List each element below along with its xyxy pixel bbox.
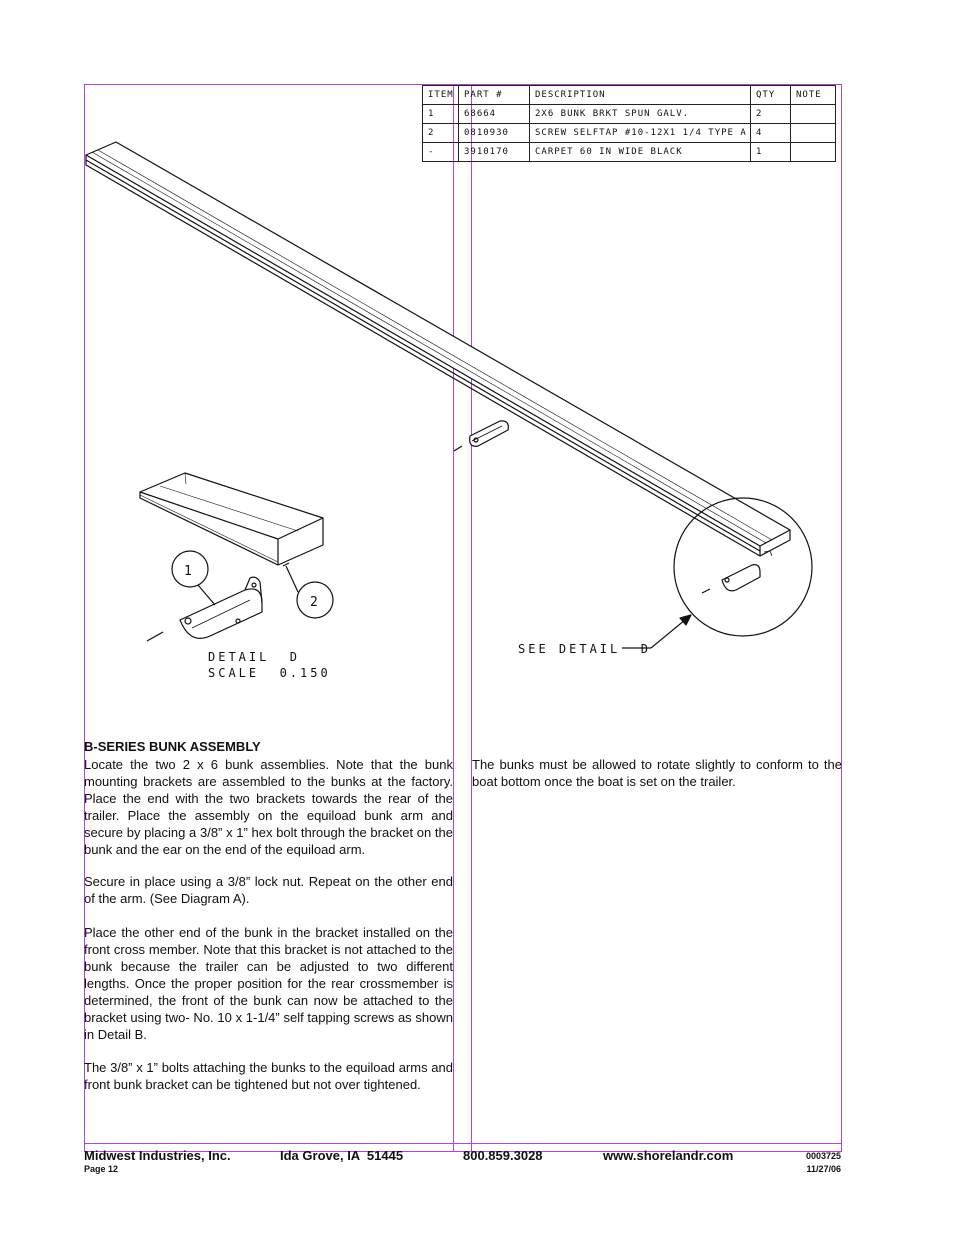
cell-part: 3910170 bbox=[459, 143, 530, 162]
scale-label: SCALE 0.150 bbox=[208, 666, 331, 680]
paragraph-right-column: The bunks must be allowed to rotate slightly to conform to the boat bottom once the boat is set on the trailer. bbox=[472, 757, 842, 789]
paragraph-3: Place the other end of the bunk in the bracket installed on the front cross member. Note that this bracket is not attached to the bunk because the trailer can be adjusted to two different lengths. Once the proper position for the rear crossmember is determined, the front of the bunk can now be attached to the bracket using two- No. 10 x 1-1/4” self tapping screws as shown in Detail B. bbox=[84, 925, 453, 1042]
footer-website: www.shorelandr.com bbox=[603, 1148, 734, 1163]
section-title: B-SERIES BUNK ASSEMBLY bbox=[84, 739, 261, 754]
footer-phone: 800.859.3028 bbox=[463, 1148, 543, 1163]
header-item: ITEM bbox=[423, 86, 459, 105]
paragraph-2: Secure in place using a 3/8” lock nut. Repeat on the other end of the arm. (See Diagram A). bbox=[84, 874, 453, 906]
cell-part: 0810930 bbox=[459, 124, 530, 143]
footer-date: 11/27/06 bbox=[806, 1164, 841, 1174]
detail-circle-bracket bbox=[702, 565, 760, 593]
detail-d-drawing bbox=[140, 473, 323, 641]
footer-page-number: Page 12 bbox=[84, 1164, 119, 1174]
footer-company: Midwest Industries, Inc. bbox=[84, 1148, 231, 1163]
footer-doc-number: 0003725 bbox=[805, 1151, 841, 1161]
paragraph-1: Locate the two 2 x 6 bunk assemblies. Note that the bunk mounting brackets are assembled to the bunks at the factory. Place the end with the two brackets towards the rear of the trailer. Place the assembly on the equiload bunk arm and secure by placing a 3/8” x 1” hex bolt through the bracket on the bunk and the ear on the end of the equiload arm. bbox=[84, 757, 453, 857]
cell-description: SCREW SELFTAP #10-12X1 1/4 TYPE A bbox=[530, 124, 751, 143]
balloon-1-label: 1 bbox=[184, 564, 195, 579]
header-part: PART # bbox=[459, 86, 530, 105]
parts-table bbox=[422, 85, 836, 162]
cell-description: CARPET 60 IN WIDE BLACK bbox=[530, 143, 751, 162]
parts-table-header bbox=[423, 86, 836, 105]
cell-item: 1 bbox=[423, 105, 459, 124]
footer-city: Ida Grove, IA 51445 bbox=[280, 1148, 404, 1163]
balloon-2-label: 2 bbox=[310, 595, 321, 610]
cell-note bbox=[791, 143, 836, 162]
center-bracket-drawing bbox=[454, 421, 508, 451]
frame-bottom-line bbox=[84, 1143, 842, 1144]
cell-item: 2 bbox=[423, 124, 459, 143]
cell-qty: 4 bbox=[751, 124, 791, 143]
paragraph-4: The 3/8” x 1” bolts attaching the bunks to the equiload arms and front bunk bracket can be tightened but not over tightened. bbox=[84, 1060, 453, 1092]
header-description: DESCRIPTION bbox=[530, 86, 751, 105]
cell-item: - bbox=[423, 143, 459, 162]
table-row bbox=[423, 143, 836, 162]
cell-note bbox=[791, 124, 836, 143]
table-row bbox=[423, 124, 836, 143]
table-row bbox=[423, 105, 836, 124]
cell-qty: 1 bbox=[751, 143, 791, 162]
cell-description: 2X6 BUNK BRKT SPUN GALV. bbox=[530, 105, 751, 124]
cell-qty: 2 bbox=[751, 105, 791, 124]
cell-note bbox=[791, 105, 836, 124]
header-note: NOTE bbox=[791, 86, 836, 105]
detail-label: DETAIL D bbox=[208, 650, 301, 664]
header-qty: QTY bbox=[751, 86, 791, 105]
see-detail-label: SEE DETAIL D bbox=[518, 642, 651, 656]
cell-part: 68664 bbox=[459, 105, 530, 124]
